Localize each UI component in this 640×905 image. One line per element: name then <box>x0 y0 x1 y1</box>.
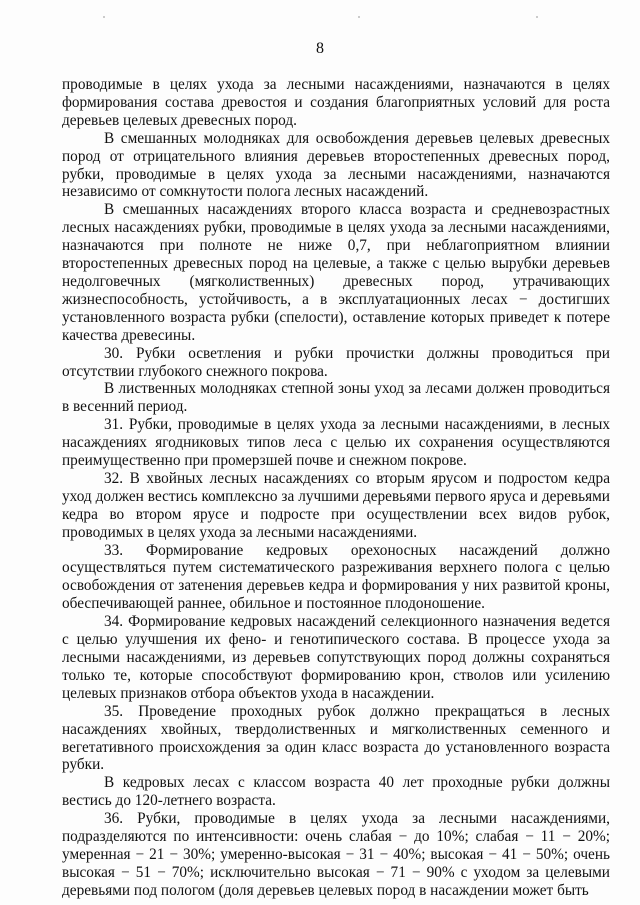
paragraph: В лиственных молодняках степной зоны уход за лесами должен проводиться в весенний период. <box>62 380 610 416</box>
scan-speck <box>103 16 105 18</box>
scan-speck <box>358 16 360 18</box>
paragraph: В кедровых лесах с классом возраста 40 лет проходные рубки должны вестись до 120-летнего возраста. <box>62 774 610 810</box>
paragraph: 30. Рубки осветления и рубки прочистки должны проводиться при отсутствии глубокого снежного покрова. <box>62 344 610 380</box>
scan-specks <box>0 16 640 22</box>
paragraph: 33. Формирование кедровых орехоносных насаждений должно осуществляться путем систематического разреживания верхнего полога с целью освобождения от затенения деревьев кедра и формирования у них развитой кроны, обеспечивающей раннее, обильное и постоянное плодоношение. <box>62 541 610 613</box>
scan-speck <box>536 16 538 18</box>
paragraph: 32. В хвойных лесных насаждениях со вторым ярусом и подростом кедра уход должен вестись комплексно за лучшими деревьями первого яруса и деревьями кедра во втором ярусе и подросте при осуществлении всех видов рубок, проводимых в целях ухода за лесными насаждениями. <box>62 469 610 541</box>
paragraph: проводимые в целях ухода за лесными насаждениями, назначаются в целях формирования состава древостоя и создания благоприятных условий для роста деревьев целевых древесных пород. <box>62 76 610 129</box>
page-number: 8 <box>316 40 324 57</box>
paragraph: В смешанных молодняках для освобождения деревьев целевых древесных пород от отрицательного влияния деревьев второстепенных древесных пород, рубки, проводимые в целях ухода за лесными насаждениями, назначаются независимо от сомкнутости полога лесных насаждений. <box>62 129 610 201</box>
paragraph: 31. Рубки, проводимые в целях ухода за лесными насаждениями, в лесных насаждениях ягодниковых типов леса с целью их сохранения осуществляются преимущественно при промерзшей почве и снежном покрове. <box>62 416 610 470</box>
paragraph: 36. Рубки, проводимые в целях ухода за лесными насаждениями, подразделяются по интенсивности: очень слабая − до 10%; слабая − 11 − 20%; умеренная − 21 − 30%; умеренно-высокая − 31 − 40%; высокая − 41 − 50%; очень высокая − 51 − 70%; исключительно высокая − 71 − 90% с уходом за целевыми деревьями под пологом (доля деревьев целевых пород в насаждении может быть <box>62 810 610 899</box>
body-text <box>62 76 610 900</box>
paragraph: В смешанных насаждениях второго класса возраста и средневозрастных лесных насаждениях рубки, проводимые в целях ухода за лесными насаждениями, назначаются при полноте не ниже 0,7, при неблагоприятном влиянии второстепенных древесных пород на целевые, а также с целью вырубки деревьев недолговечных (мягколиственных) древесных пород, утрачивающих жизнеспособность, устойчивость, а в эксплуатационных лесах − достигших установленного возраста рубки (спелости), оставление которых приведет к потере качества древесины. <box>62 201 610 344</box>
paragraph: 35. Проведение проходных рубок должно прекращаться в лесных насаждениях хвойных, твердолиственных и мягколиственных семенного и вегетативного происхождения за один класс возраста до установленного возраста рубки. <box>62 702 610 774</box>
paragraph: 34. Формирование кедровых насаждений селекционного назначения ведется с целью улучшения их фено- и генотипического состава. В процессе ухода за лесными насаждениями, из деревьев сопутствующих пород должны сохраняться только те, которые способствуют формированию крон, стволов или усилению целевых признаков отбора объектов ухода в насаждении. <box>62 613 610 702</box>
